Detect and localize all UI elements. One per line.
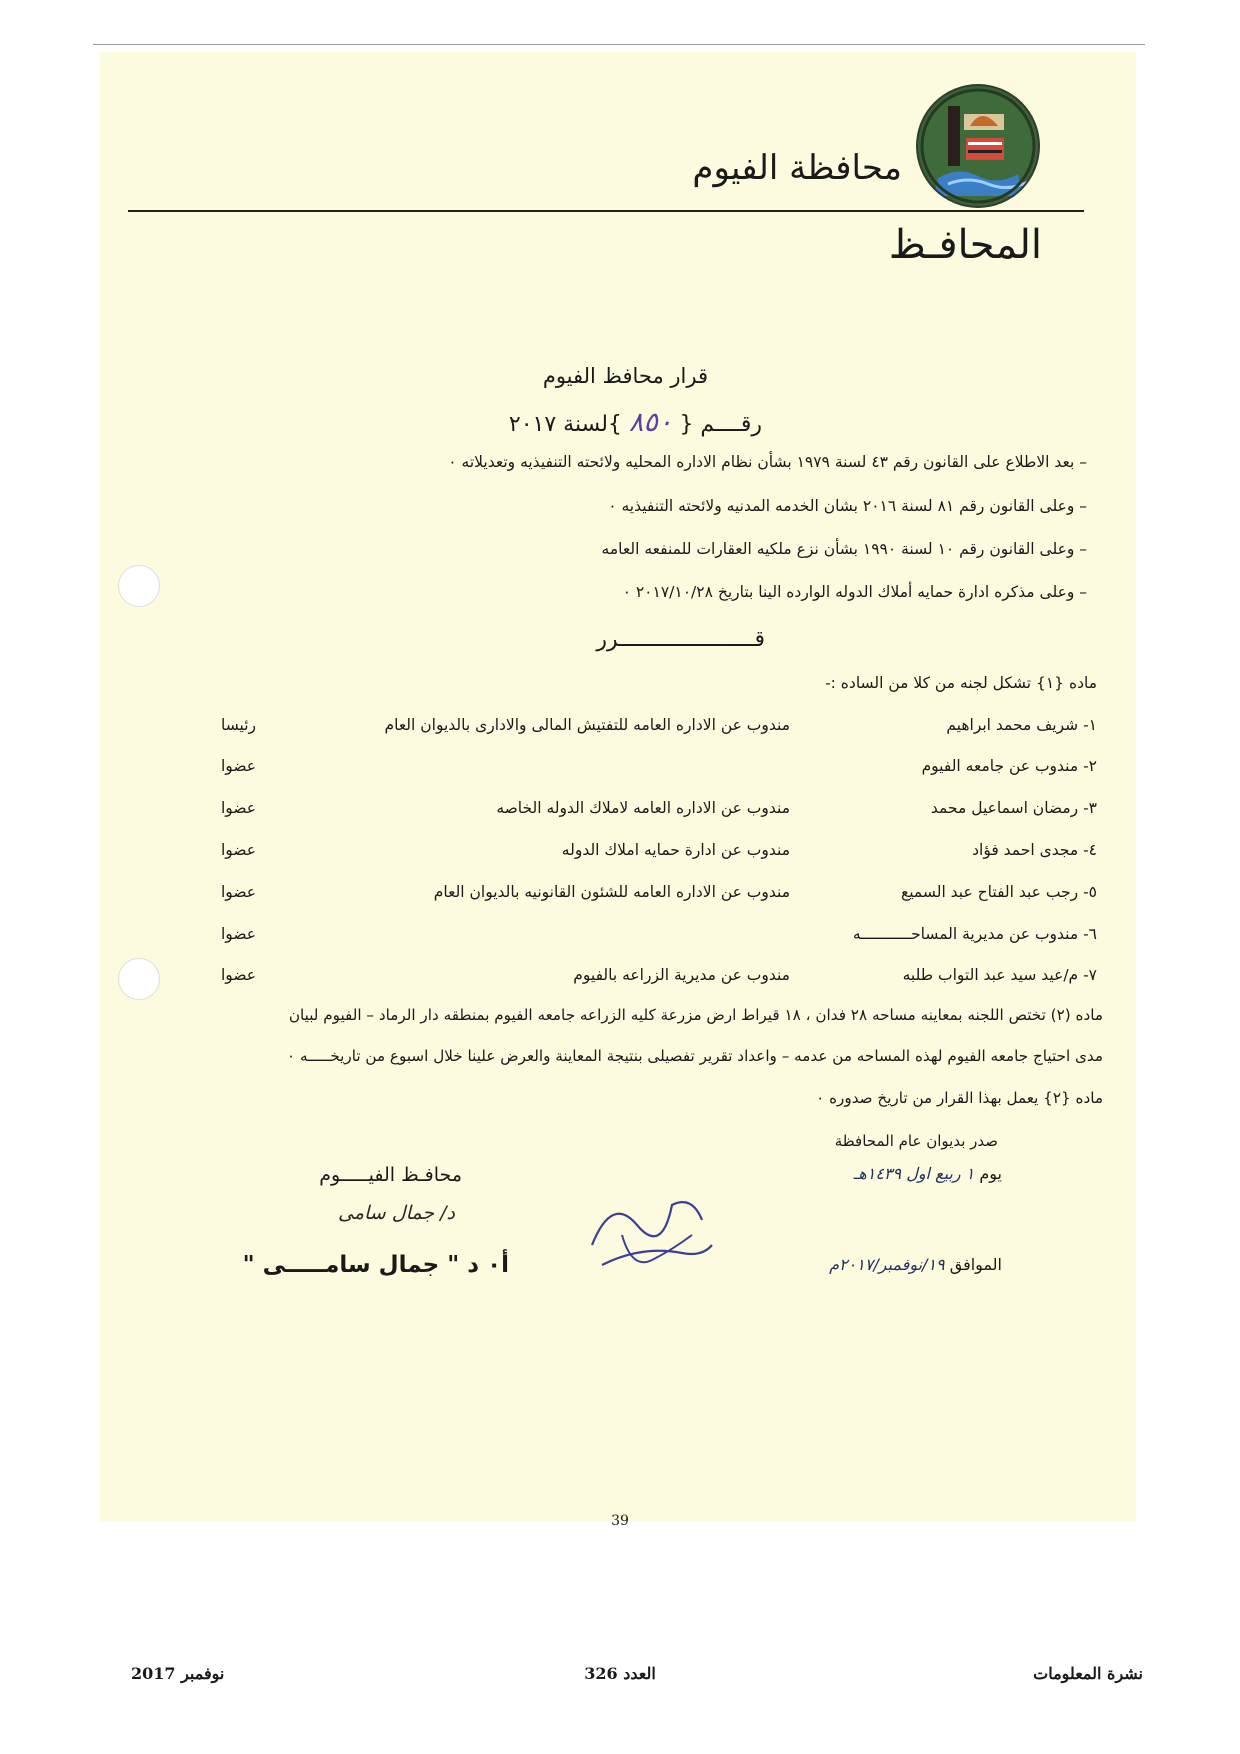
committee-member-name: ١- شريف محمد ابراهيم <box>946 716 1097 734</box>
committee-member-name: ٧- م/عيد سيد عبد التواب طلبه <box>902 966 1097 984</box>
punch-hole <box>118 958 160 1000</box>
committee-member-role: مندوب عن مديرية الزراعه بالفيوم <box>573 966 790 984</box>
committee-member-status: رئيسا <box>221 716 257 734</box>
footer-date: نوفمبر 2017 <box>131 1664 225 1683</box>
top-rule <box>93 44 1145 45</box>
committee-member-role: مندوب عن الاداره العامه للتفتيش المالى والادارى بالديوان العام <box>384 716 790 734</box>
article-1-heading: ماده {١} تشكل لجنه من كلا من الساده :- <box>825 674 1097 692</box>
date-hijri-prefix: يوم <box>979 1164 1002 1183</box>
preamble-line: – بعد الاطلاع على القانون رقم ٤٣ لسنة ١٩٧٩ بشأن نظام الاداره المحليه ولائحته التنفيذيه وتعديلاته ٠ <box>448 453 1087 471</box>
governor-name: أ٠ د " جمال سامـــــى " <box>242 1252 509 1278</box>
footer-issue: العدد 326 <box>584 1664 656 1683</box>
committee-member-status: عضوا <box>221 799 257 817</box>
decree-number-handwritten: ٨٥٠ <box>628 407 673 438</box>
governor-title: محافـظ الفيـــــوم <box>319 1164 462 1186</box>
committee-member-status: عضوا <box>221 925 257 943</box>
preamble-line: – وعلى القانون رقم ١٠ لسنة ١٩٩٠ بشأن نزع ملكيه العقارات للمنفعه العامه <box>601 540 1087 558</box>
punch-hole <box>118 565 160 607</box>
article-3: ماده {٢} يعمل بهذا القرار من تاريخ صدوره ٠ <box>816 1089 1103 1107</box>
letterhead-office: المحافـظ <box>888 222 1042 268</box>
committee-member-status: عضوا <box>221 883 257 901</box>
committee-member-status: عضوا <box>221 841 257 859</box>
decree-title: قرار محافظ الفيوم <box>542 364 708 388</box>
committee-member-name: ٣- رمضان اسماعيل محمد <box>930 799 1097 817</box>
issued-at: صدر بديوان عام المحافظة <box>834 1132 998 1150</box>
committee-member-name: ٢- مندوب عن جامعه الفيوم <box>921 757 1097 775</box>
date-gregorian-handwritten: ١٩/نوفمبر/٢٠١٧م <box>829 1255 945 1274</box>
letterhead-rule <box>128 210 1084 212</box>
governorate-emblem <box>918 86 1038 206</box>
preamble-line: – وعلى القانون رقم ٨١ لسنة ٢٠١٦ بشان الخدمه المدنيه ولائحته التنفيذيه ٠ <box>608 497 1087 515</box>
committee-member-status: عضوا <box>221 966 257 984</box>
reviewer-signature <box>582 1175 722 1285</box>
date-hijri-handwritten: ١ ربيع اول ١٤٣٩هـ <box>853 1164 975 1183</box>
decree-number-line <box>509 407 762 438</box>
letterhead-governorate: محافظة الفيوم <box>692 148 902 188</box>
committee-member-name: ٦- مندوب عن مديرية المساحـــــــــــه <box>852 925 1097 943</box>
committee-member-name: ٤- مجدى احمد فؤاد <box>972 841 1097 859</box>
date-gregorian-prefix: الموافق <box>949 1255 1002 1274</box>
committee-member-name: ٥- رجب عبد الفتاح عبد السميع <box>901 883 1097 901</box>
article-2-line: مدى احتياج جامعه الفيوم لهذه المساحه من عدمه – واعداد تقرير تفصيلى بنتيجة المعاينة والعرض علينا خلال اسبوع من تاريخـــــه ٠ <box>286 1047 1103 1065</box>
page-number: 39 <box>611 1513 629 1529</box>
emblem-graphic <box>918 86 1038 206</box>
date-gregorian <box>829 1255 1002 1274</box>
date-hijri <box>854 1164 1002 1183</box>
committee-member-role: مندوب عن الاداره العامه للشئون القانونيه بالديوان العام <box>433 883 790 901</box>
governor-signature: د/ جمال سامى <box>338 1202 455 1224</box>
committee-member-status: عضوا <box>221 757 257 775</box>
decides-heading: قـــــــــــــــــــــرر <box>596 627 765 652</box>
scanned-document <box>100 52 1136 1522</box>
decree-number-prefix: رقــــم { <box>679 412 762 437</box>
article-2-line: ماده (٢) تختص اللجنه بمعاينه مساحه ٢٨ فدان ، ١٨ قيراط ارض مزرعة كليه الزراعه جامعه الفيوم بمنطقه دار الرماد – الفيوم لبيان <box>288 1006 1103 1024</box>
preamble-line: – وعلى مذكره ادارة حمايه أملاك الدوله الوارده الينا بتاريخ ٢٠١٧/١٠/٢٨ ٠ <box>622 583 1087 601</box>
footer-publication: نشرة المعلومات <box>1033 1664 1143 1683</box>
decree-number-suffix: }لسنة ٢٠١٧ <box>508 412 622 437</box>
committee-member-role: مندوب عن ادارة حمايه املاك الدوله <box>561 841 790 859</box>
committee-member-role: مندوب عن الاداره العامه لاملاك الدوله الخاصه <box>496 799 790 817</box>
